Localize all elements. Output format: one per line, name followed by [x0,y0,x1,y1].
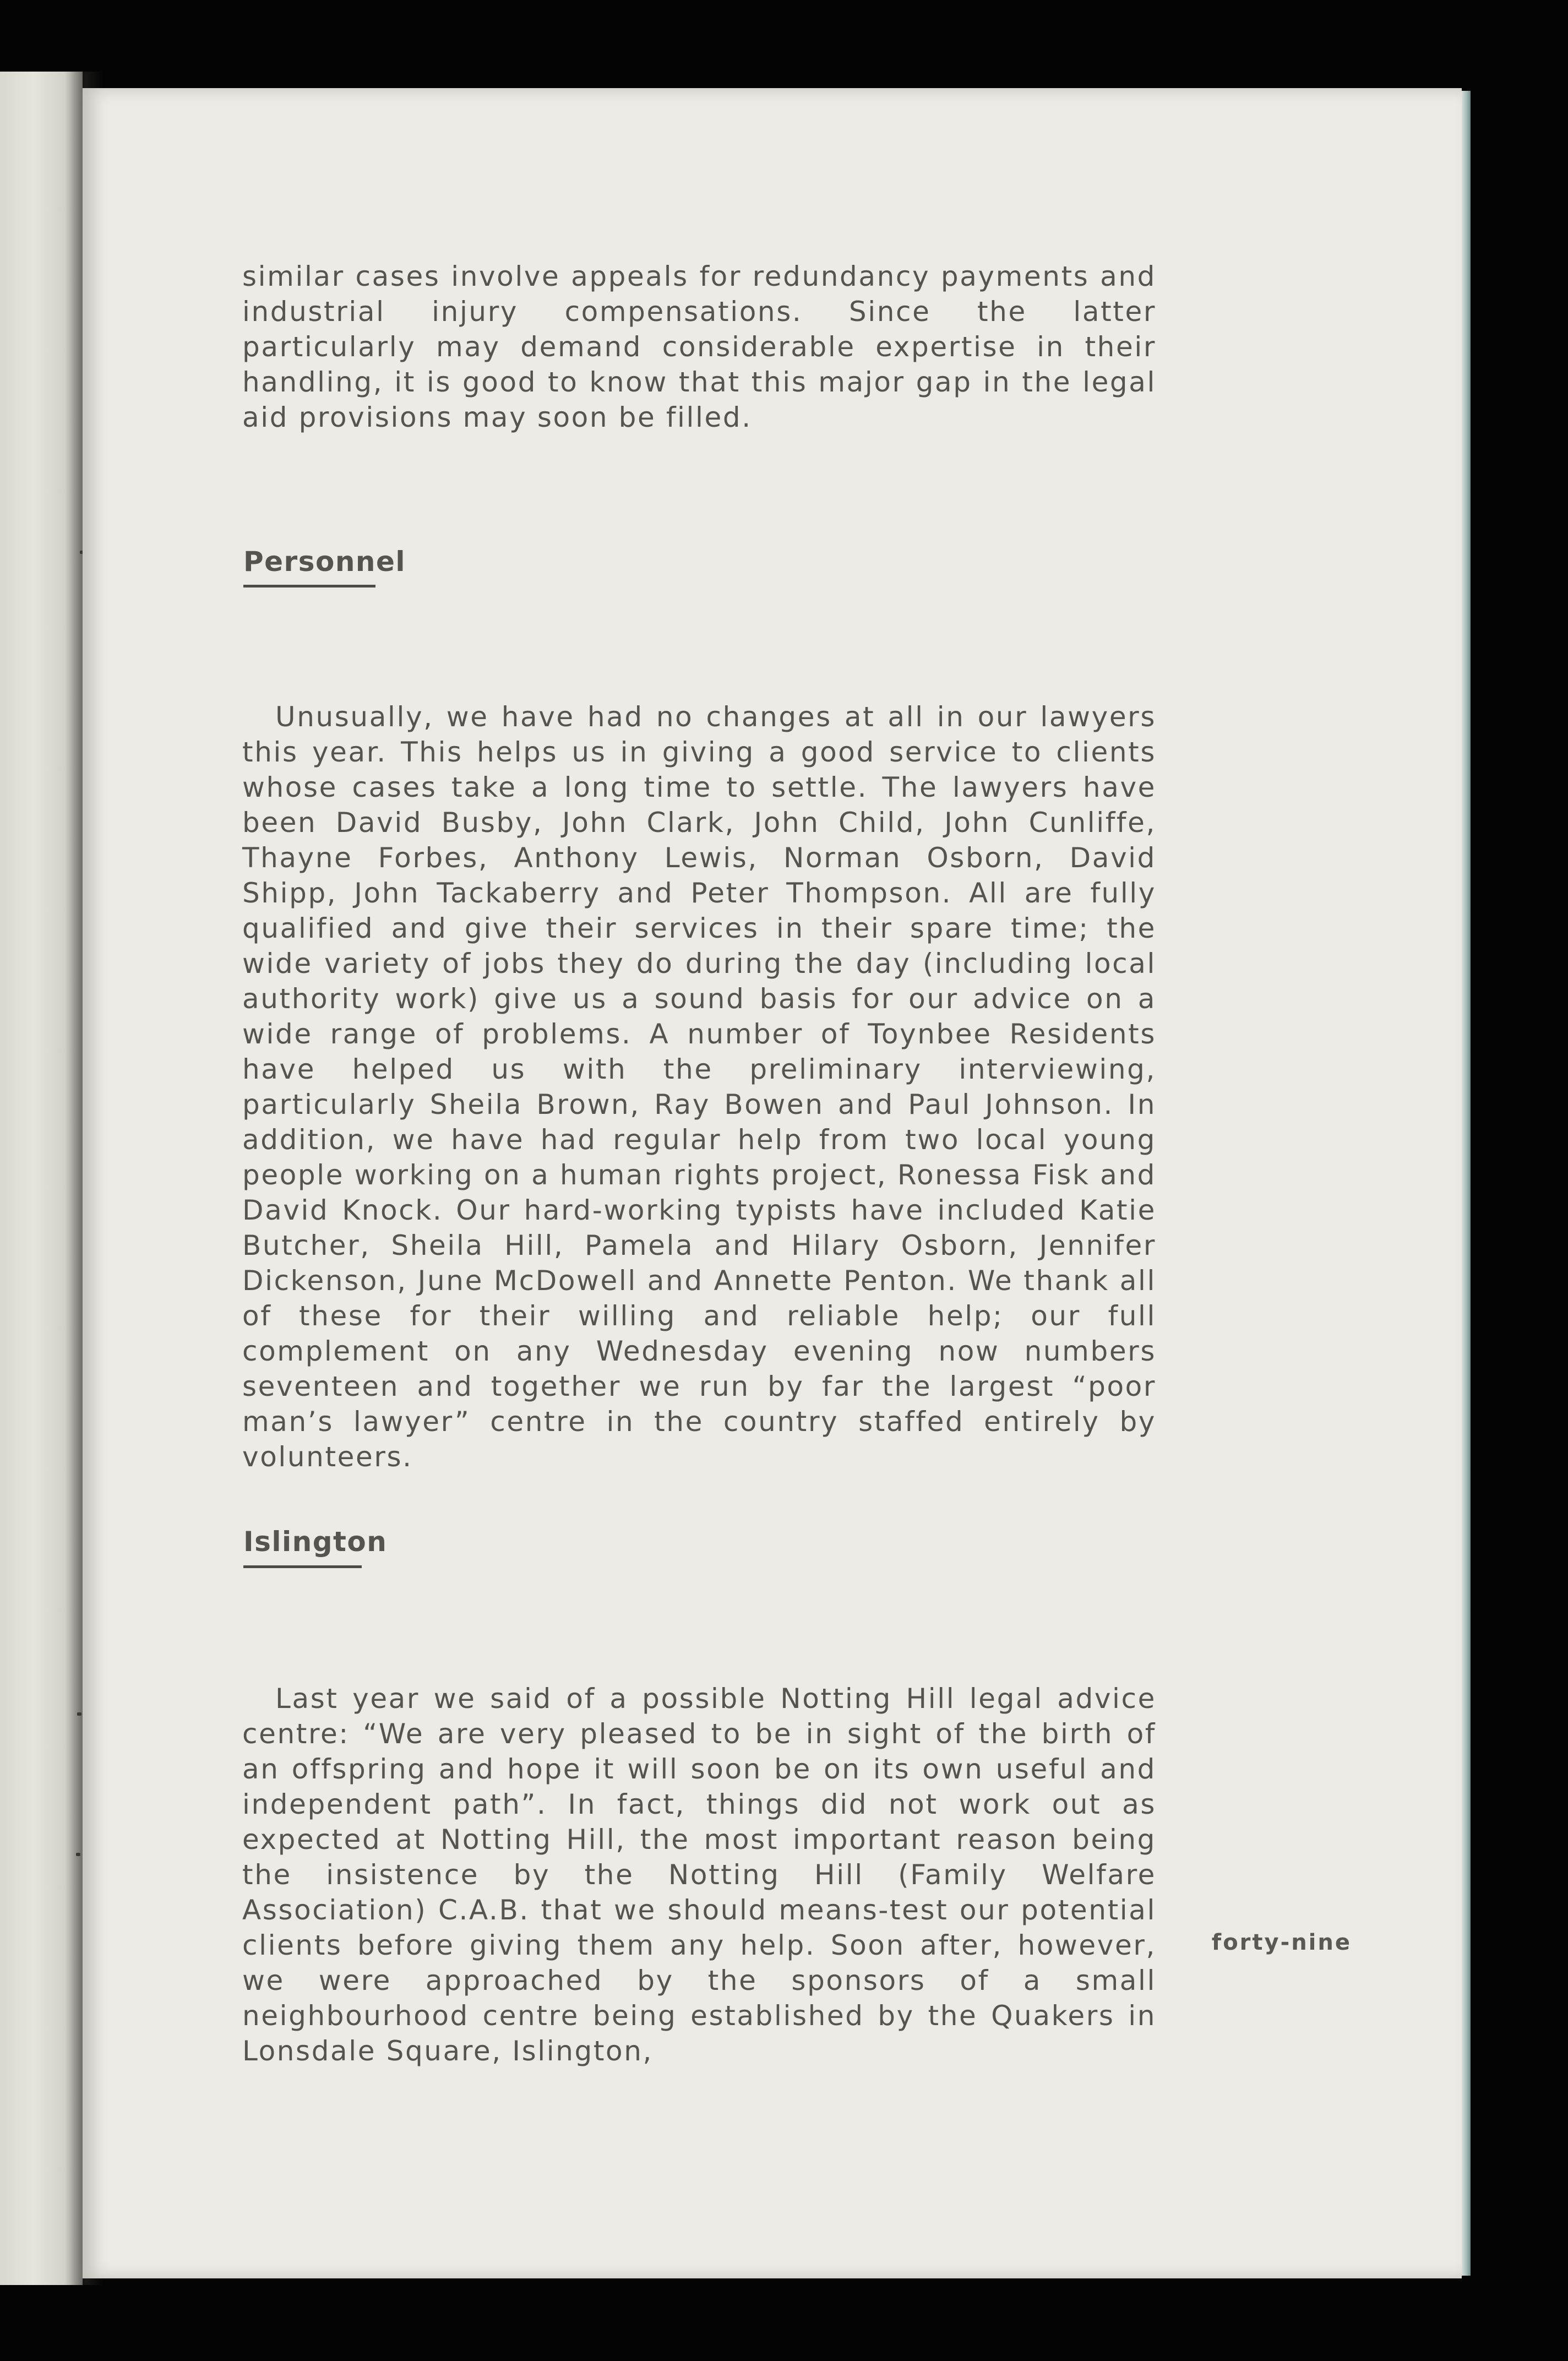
islington-paragraph: Last year we said of a possible Notting Hill legal advice centre: “We are very pleased to be in sight of the birth of an offspring and hope it will soon be on its own useful and independent path”. In fact, things did not work out as expected at Notting Hill, the most important reason being the insistence by the Notting Hill (Family Welfare Association) C.A.B. that we should means-test our potential clients before giving them any help. Soon after, however, we were approached by the sponsors of a small neighbourhood centre being established by the Quakers in Lonsdale Square, Islington, [242,1683,1156,2067]
margin-mark [76,1853,80,1856]
page-edge [1462,91,1471,2276]
page-forty-nine [83,88,1462,2278]
heading-underline [243,1565,362,1568]
section-heading-personnel: Personnel [243,546,406,578]
intro-paragraph: similar cases involve appeals for redundancy payments and industrial injury compensations. Since the latter particularly may demand considerable expertise in their handling, it is good to know that this major gap in the legal aid provisions may soon be filled. [242,260,1156,433]
margin-mark [77,1712,81,1716]
page-number: forty-nine [1211,1930,1352,1955]
section-heading-islington: Islington [243,1526,388,1558]
heading-underline [243,585,375,587]
personnel-paragraph: Unusually, we have had no changes at all in our lawyers this year. This helps us in giving a good service to clients whose cases take a long time to settle. The lawyers have been David Busby, John Clark, John Child, John Cunliffe, Thayne Forbes, Anthony Lewis, Norman Osborn, David Shipp, John Tackaberry and Peter Thompson. All are fully qualified and give their services in their spare time; the wide variety of jobs they do during the day (including local authority work) give us a sound basis for our advice on a wide range of problems. A number of Toynbee Residents have helped us with the preliminary interviewing, particularly Sheila Brown, Ray Bowen and Paul Johnson. In addition, we have had regular help from two local young people working on a human rights project, Ronessa Fisk and David Knock. Our hard-working typists have included Katie Butcher, Sheila Hill, Pamela and Hilary Osborn, Jennifer Dickenson, June McDowell and Annette Penton. We thank all of these for their willing and reliable help; our full complement on any Wednesday evening now numbers seventeen and together we run by far the largest “poor man’s lawyer” centre in the country staffed entirely by volunteers. [242,701,1156,1473]
